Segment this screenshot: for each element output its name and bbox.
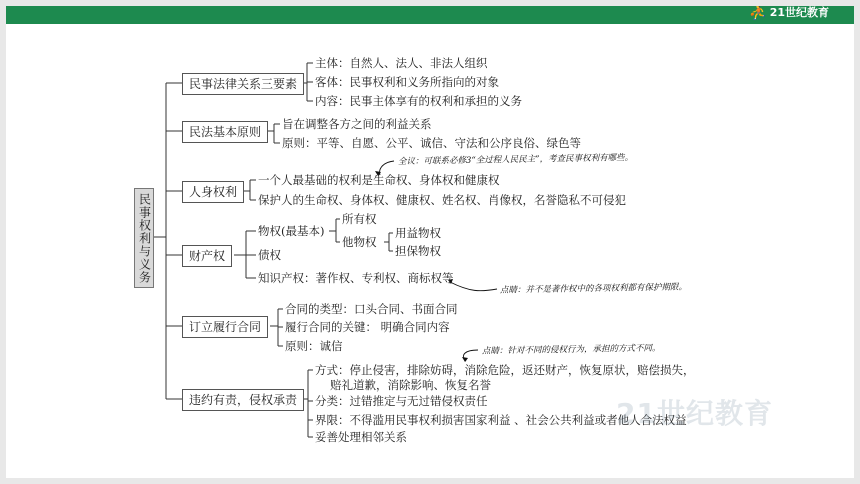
branch-liability: 违约有责，侵权承责 — [182, 389, 304, 411]
contract-principle: 原则：诚信 — [285, 339, 343, 353]
ownership: 所有权 — [342, 212, 377, 226]
branch-basic-principles: 民法基本原则 — [182, 121, 268, 143]
branch-legal-relation: 民事法律关系三要素 — [182, 73, 304, 95]
liability-methods: 方式：停止侵害，排除妨碍，消除危险，返还财产，恢复原状，赔偿损失， — [315, 363, 695, 377]
principles-purpose: 旨在调整各方之间的利益关系 — [282, 117, 432, 131]
principles-list: 原则：平等、自愿、公平、诚信、守法和公序良俗、绿色等 — [282, 136, 581, 150]
liability-methods-cont: 赔礼道歉，消除影响、恢复名誉 — [330, 378, 491, 392]
branch-property-rights: 财产权 — [182, 245, 232, 267]
neighbor-relations: 妥善处理相邻关系 — [315, 430, 407, 444]
contract-types: 合同的类型：口头合同、书面合同 — [285, 302, 458, 316]
other-real-rights: 他物权 — [342, 235, 377, 249]
real-rights: 物权(最基本) — [258, 224, 325, 238]
logo-text: 21世纪教育 — [769, 6, 829, 19]
liability-limits: 界限：不得滥用民事权利损害国家利益 、社会公共利益或者他人合法权益 — [315, 413, 687, 427]
intellectual-property: 知识产权：著作权、专利权、商标权等 — [258, 271, 454, 285]
annotation-note-1: 全议：可联系必修3“全过程人民民主”，考查民事权利有哪些。 — [397, 152, 634, 168]
annotation-note-2: 点睛：并不是著作权中的各项权利都有保护期限。 — [499, 282, 688, 296]
contract-key: 履行合同的关键： 明确合同内容 — [285, 320, 450, 334]
branch-contracts: 订立履行合同 — [182, 316, 268, 338]
legal-relation-object: 客体：民事权利和义务所指向的对象 — [315, 75, 499, 89]
creditor-rights: 债权 — [258, 248, 281, 262]
annotation-note-3: 点睛：针对不同的侵权行为，承担的方式不同。 — [481, 343, 661, 357]
usufruct-rights: 用益物权 — [395, 226, 441, 240]
root-topic: 民事权利与义务 — [134, 188, 154, 288]
legal-relation-subject: 主体：自然人、法人、非法人组织 — [315, 56, 488, 70]
runner-icon: ⛹ — [748, 3, 767, 21]
security-rights: 担保物权 — [395, 244, 441, 258]
branch-personal-rights: 人身权利 — [182, 181, 244, 203]
personal-rights-basic: 一个人最基础的权利是生命权、身体权和健康权 — [258, 173, 500, 187]
watermark: 21世纪教育 — [616, 397, 773, 430]
liability-classification: 分类：过错推定与无过错侵权责任 — [315, 394, 488, 408]
personal-rights-protection: 保护人的生命权、身体权、健康权、姓名权、肖像权，名誉隐私不可侵犯 — [258, 193, 626, 207]
legal-relation-content: 内容：民事主体享有的权利和承担的义务 — [315, 94, 522, 108]
